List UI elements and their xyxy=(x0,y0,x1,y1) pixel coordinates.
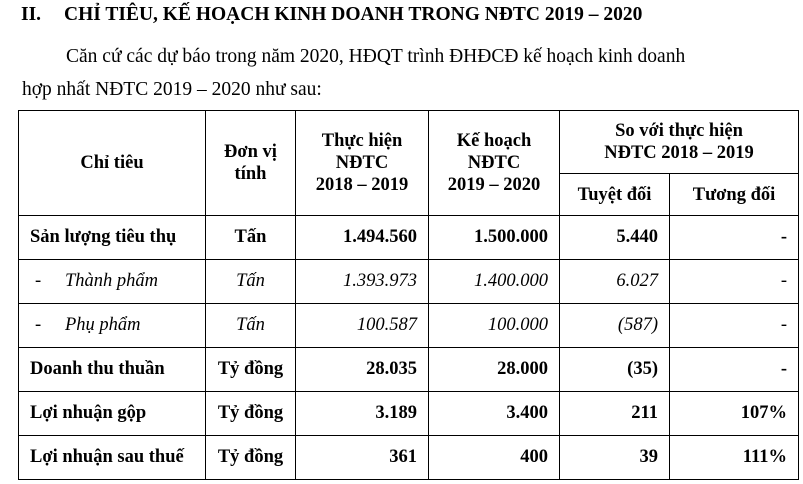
header-relative: Tương đối xyxy=(670,174,799,216)
cell-indicator: Lợi nhuận sau thuế xyxy=(19,436,206,480)
cell-absolute: (587) xyxy=(560,304,670,348)
header-unit: Đơn vị tính xyxy=(206,111,296,216)
header-comparison: So với thực hiện NĐTC 2018 – 2019 xyxy=(560,111,799,174)
cell-unit: Tỷ đồng xyxy=(206,348,296,392)
cell-absolute: 39 xyxy=(560,436,670,480)
cell-indicator-label: Phụ phẩm xyxy=(65,315,141,335)
cell-plan: 100.000 xyxy=(429,304,560,348)
cell-relative: - xyxy=(670,216,799,260)
section-heading xyxy=(21,4,642,26)
cell-relative: 107% xyxy=(670,392,799,436)
cell-absolute: 211 xyxy=(560,392,670,436)
cell-actual: 100.587 xyxy=(296,304,429,348)
cell-absolute: (35) xyxy=(560,348,670,392)
cell-indicator-label: Thành phẩm xyxy=(65,271,159,291)
intro-line-2: hợp nhất NĐTC 2019 – 2020 như sau: xyxy=(22,79,322,100)
cell-absolute: 6.027 xyxy=(560,260,670,304)
cell-relative: 111% xyxy=(670,436,799,480)
header-plan: Kế hoạch NĐTC 2019 – 2020 xyxy=(429,111,560,216)
cell-plan: 1.400.000 xyxy=(429,260,560,304)
list-dash: - xyxy=(35,315,42,335)
list-dash: - xyxy=(35,271,42,291)
cell-unit: Tấn xyxy=(206,304,296,348)
header-absolute: Tuyệt đối xyxy=(560,174,670,216)
cell-indicator: Sản lượng tiêu thụ xyxy=(19,216,206,260)
table-row xyxy=(19,260,799,304)
cell-actual: 28.035 xyxy=(296,348,429,392)
table-row xyxy=(19,304,799,348)
cell-relative: - xyxy=(670,304,799,348)
table-row xyxy=(19,216,799,260)
cell-plan: 3.400 xyxy=(429,392,560,436)
cell-actual: 1.494.560 xyxy=(296,216,429,260)
cell-absolute: 5.440 xyxy=(560,216,670,260)
cell-unit: Tấn xyxy=(206,216,296,260)
cell-indicator: Lợi nhuận gộp xyxy=(19,392,206,436)
cell-indicator: Doanh thu thuần xyxy=(19,348,206,392)
cell-unit: Tỷ đồng xyxy=(206,392,296,436)
section-title: CHỈ TIÊU, KẾ HOẠCH KINH DOANH TRONG NĐTC 2019 – 2020 xyxy=(64,4,643,25)
cell-indicator xyxy=(19,260,206,304)
intro-paragraph xyxy=(22,40,797,106)
cell-plan: 1.500.000 xyxy=(429,216,560,260)
section-number: II. xyxy=(21,4,42,25)
table-header-row xyxy=(19,111,799,174)
business-plan-table xyxy=(18,110,799,480)
cell-unit: Tấn xyxy=(206,260,296,304)
cell-relative: - xyxy=(670,260,799,304)
cell-actual: 1.393.973 xyxy=(296,260,429,304)
cell-relative: - xyxy=(670,348,799,392)
cell-actual: 361 xyxy=(296,436,429,480)
header-indicator: Chỉ tiêu xyxy=(19,111,206,216)
intro-line-1: Căn cứ các dự báo trong năm 2020, HĐQT trình ĐHĐCĐ kế hoạch kinh doanh xyxy=(66,46,686,67)
table-row xyxy=(19,392,799,436)
table-row xyxy=(19,436,799,480)
cell-plan: 28.000 xyxy=(429,348,560,392)
cell-indicator xyxy=(19,304,206,348)
table-row xyxy=(19,348,799,392)
cell-unit: Tỷ đồng xyxy=(206,436,296,480)
cell-actual: 3.189 xyxy=(296,392,429,436)
cell-plan: 400 xyxy=(429,436,560,480)
header-actual: Thực hiện NĐTC 2018 – 2019 xyxy=(296,111,429,216)
